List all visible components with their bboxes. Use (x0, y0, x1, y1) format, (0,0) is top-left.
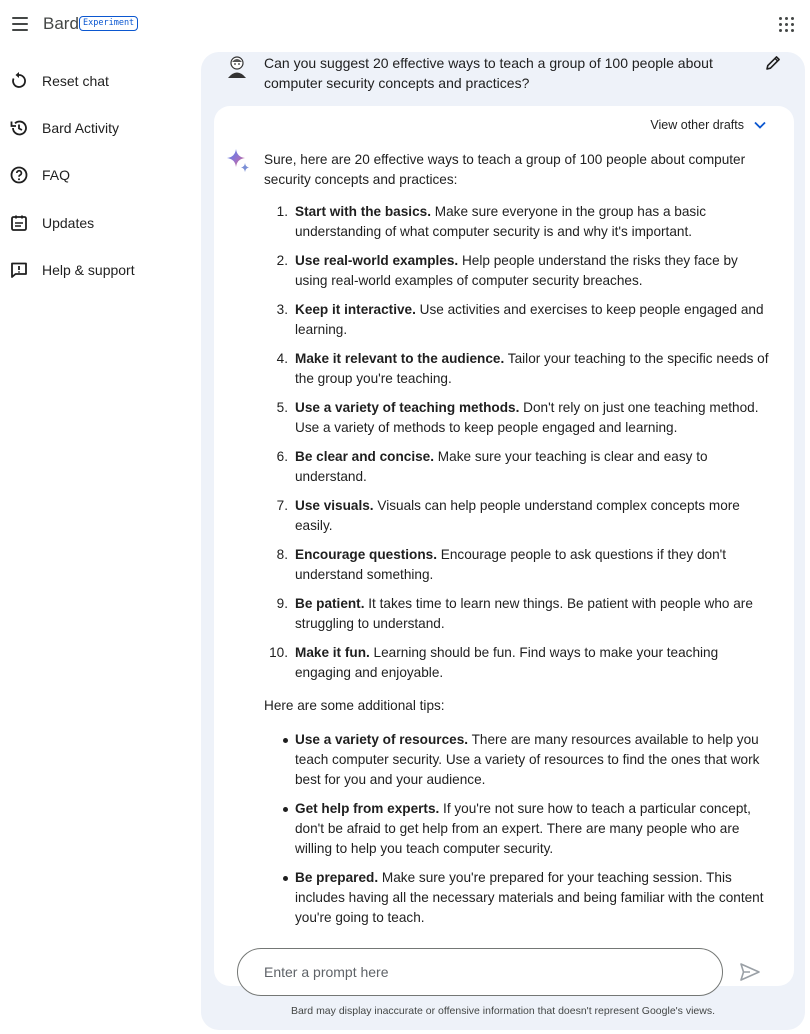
item-text: It takes time to learn new things. Be patient with people who are struggling to understand. (295, 596, 753, 631)
sidebar-item-label: Bard Activity (42, 120, 120, 136)
item-text: Learning should be fun. Find ways to make your teaching engaging and enjoyable. (295, 645, 719, 680)
list-item (264, 799, 769, 859)
item-title: Keep it interactive. (295, 302, 416, 317)
item-text: Don't rely on just one teaching method. Use a variety of methods to keep people engaged and learning. (295, 400, 759, 435)
conversation-panel (201, 52, 805, 1030)
item-title: Be prepared. (295, 870, 379, 885)
list-number: 5. (276, 400, 288, 415)
menu-icon[interactable] (10, 14, 30, 34)
help-circle-icon (9, 165, 29, 185)
item-text: Make sure everyone in the group has a basic understanding of what computer security is and why it's important. (295, 204, 707, 239)
item-text: There are many resources available to help you teach computer security. Use a variety of resources to find the ones that work best for you and your audience. (295, 732, 760, 787)
updates-icon (9, 213, 29, 233)
user-avatar (225, 54, 249, 78)
list-item (264, 300, 769, 340)
list-item (264, 643, 769, 683)
list-number: 7. (276, 498, 288, 513)
tips-list (264, 730, 769, 928)
response-intro: Sure, here are 20 effective ways to teach a group of 100 people about computer security concepts and practices: (264, 152, 746, 187)
prompt-input-container (237, 948, 723, 996)
list-number: 4. (276, 351, 288, 366)
sidebar-item-label: Updates (42, 215, 95, 231)
sidebar-item-help-support[interactable] (0, 252, 200, 288)
bullet (283, 807, 288, 812)
sidebar-item-bard-activity[interactable] (0, 110, 200, 146)
bullet (283, 876, 288, 881)
response-body (264, 150, 769, 937)
item-title: Make it relevant to the audience. (295, 351, 505, 366)
list-item (264, 349, 769, 389)
chevron-down-icon (754, 121, 766, 129)
list-item (264, 447, 769, 487)
item-title: Use a variety of resources. (295, 732, 469, 747)
list-number: 3. (276, 302, 288, 317)
item-title: Encourage questions. (295, 547, 438, 562)
response-card (214, 106, 794, 986)
sidebar-item-label: Reset chat (42, 73, 109, 89)
list-item (264, 202, 769, 242)
item-text: Make sure your teaching is clear and easy to understand. (295, 449, 708, 484)
numbered-list (264, 202, 769, 683)
item-title: Be clear and concise. (295, 449, 435, 464)
item-title: Use real-world examples. (295, 253, 459, 268)
sidebar-item-faq[interactable] (0, 157, 200, 193)
item-title: Get help from experts. (295, 801, 440, 816)
item-text: Tailor your teaching to the specific needs of the group you're teaching. (295, 351, 769, 386)
apps-grid-icon[interactable] (779, 17, 794, 32)
item-title: Use visuals. (295, 498, 374, 513)
bullet (283, 738, 288, 743)
item-text: Make sure you're prepared for your teaching session. This includes having all the necessary materials and being familiar with the content you're going to teach. (295, 870, 764, 925)
list-number: 9. (276, 596, 288, 611)
sidebar-item-label: FAQ (42, 167, 71, 183)
sidebar-item-updates[interactable] (0, 205, 200, 241)
edit-icon[interactable] (764, 54, 782, 72)
list-number: 6. (276, 449, 288, 464)
item-text: Visuals can help people understand complex concepts more easily. (295, 498, 740, 533)
list-item (264, 251, 769, 291)
sidebar-item-label: Help & support (42, 262, 135, 278)
list-number: 10. (269, 645, 288, 660)
list-item (264, 545, 769, 585)
view-other-drafts-button[interactable] (650, 118, 766, 132)
tips-heading: Here are some additional tips: (264, 698, 445, 713)
list-item (264, 868, 769, 928)
list-item (264, 398, 769, 438)
user-prompt: Can you suggest 20 effective ways to teach a group of 100 people about computer security concepts and practices? (264, 55, 713, 91)
item-title: Make it fun. (295, 645, 370, 660)
top-bar (0, 0, 810, 48)
list-number: 2. (276, 253, 288, 268)
history-icon (9, 118, 29, 138)
reset-icon (9, 71, 29, 91)
item-text: Use activities and exercises to keep people engaged and learning. (295, 302, 764, 337)
view-drafts-label: View other drafts (650, 118, 744, 132)
list-item (264, 496, 769, 536)
list-number: 1. (276, 204, 288, 219)
experiment-badge: Experiment (79, 16, 138, 31)
item-title: Use a variety of teaching methods. (295, 400, 520, 415)
item-title: Start with the basics. (295, 204, 431, 219)
item-title: Be patient. (295, 596, 365, 611)
item-text: Encourage people to ask questions if they don't understand something. (295, 547, 727, 582)
prompt-input[interactable] (264, 949, 704, 995)
app-title: Bard (43, 14, 79, 33)
feedback-icon (9, 260, 29, 280)
item-text: If you're not sure how to teach a particular concept, don't be afraid to get help from an expert. There are many people who are willing to help you teach computer security. (295, 801, 751, 856)
list-item (264, 730, 769, 790)
list-number: 8. (276, 547, 288, 562)
send-icon[interactable] (739, 962, 761, 982)
bard-sparkle-icon (226, 148, 252, 174)
disclaimer-text: Bard may display inaccurate or offensive information that doesn't represent Google's views. (290, 1005, 716, 1017)
list-item (264, 594, 769, 634)
sidebar-item-reset-chat[interactable] (0, 63, 200, 99)
item-text: Help people understand the risks they face by using real-world examples of computer security breaches. (295, 253, 738, 288)
